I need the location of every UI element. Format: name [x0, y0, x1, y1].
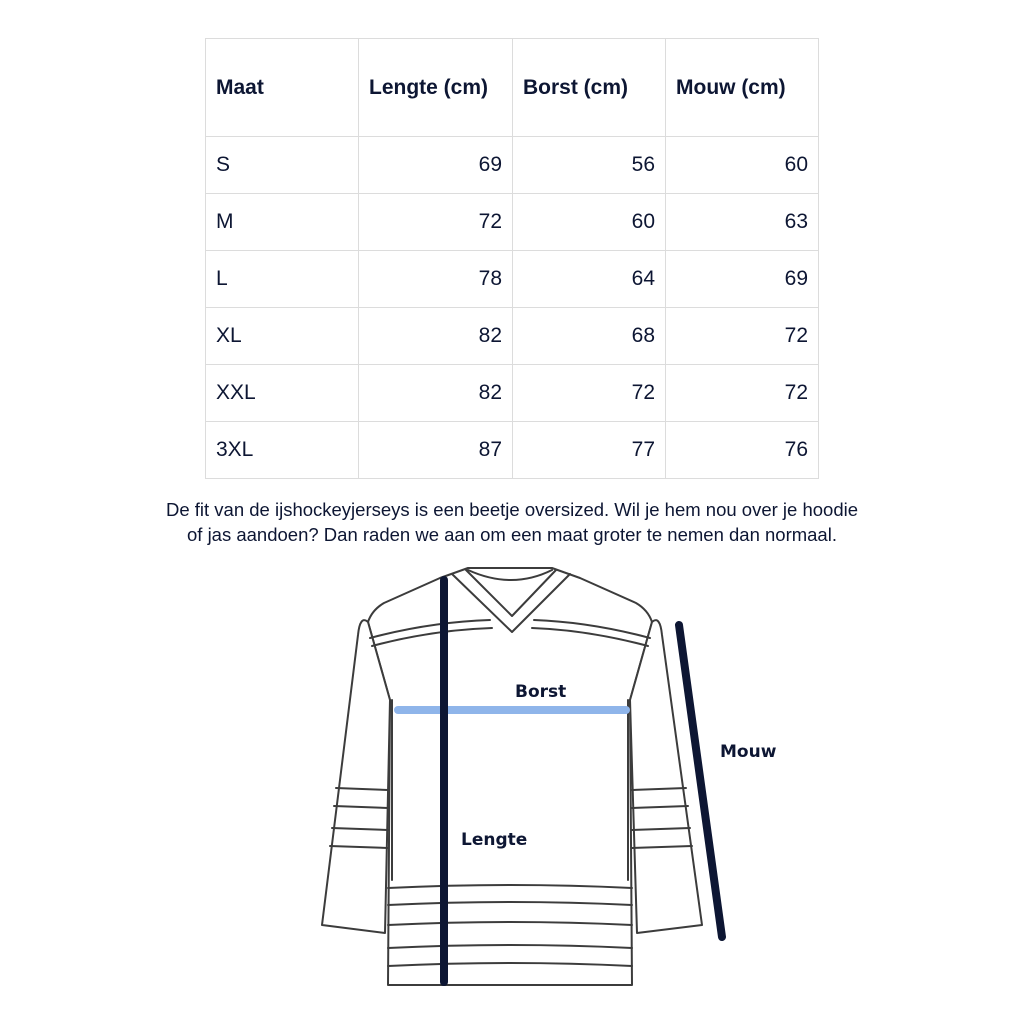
cell-lengte: 82: [359, 365, 513, 422]
cell-borst: 77: [513, 422, 666, 479]
fit-note-line-2: of jas aandoen? Dan raden we aan om een maat groter te nemen dan normaal.: [187, 524, 837, 545]
cell-maat: L: [206, 251, 359, 308]
cell-maat: XXL: [206, 365, 359, 422]
cell-maat: M: [206, 194, 359, 251]
header-lengte: Lengte (cm): [359, 39, 513, 137]
cell-lengte: 87: [359, 422, 513, 479]
lengte-label: Lengte: [461, 830, 528, 850]
header-mouw: Mouw (cm): [666, 39, 819, 137]
cell-mouw: 63: [666, 194, 819, 251]
cell-borst: 56: [513, 137, 666, 194]
cell-lengte: 78: [359, 251, 513, 308]
cell-mouw: 72: [666, 365, 819, 422]
jersey-left-sleeve: [322, 620, 390, 933]
borst-label: Borst: [515, 682, 567, 702]
cell-borst: 60: [513, 194, 666, 251]
mouw-label: Mouw: [720, 742, 777, 762]
cell-borst: 68: [513, 308, 666, 365]
cell-lengte: 69: [359, 137, 513, 194]
cell-borst: 72: [513, 365, 666, 422]
cell-lengte: 82: [359, 308, 513, 365]
cell-maat: 3XL: [206, 422, 359, 479]
cell-mouw: 76: [666, 422, 819, 479]
cell-maat: XL: [206, 308, 359, 365]
cell-maat: S: [206, 137, 359, 194]
cell-mouw: 60: [666, 137, 819, 194]
header-borst: Borst (cm): [513, 39, 666, 137]
cell-lengte: 72: [359, 194, 513, 251]
jersey-outline-icon: [322, 568, 702, 985]
header-maat: Maat: [206, 39, 359, 137]
cell-mouw: 69: [666, 251, 819, 308]
cell-mouw: 72: [666, 308, 819, 365]
cell-borst: 64: [513, 251, 666, 308]
fit-note-line-1: De fit van de ijshockeyjerseys is een beetje oversized. Wil je hem nou over je hoodie: [165, 499, 859, 520]
jersey-right-sleeve: [630, 620, 702, 933]
